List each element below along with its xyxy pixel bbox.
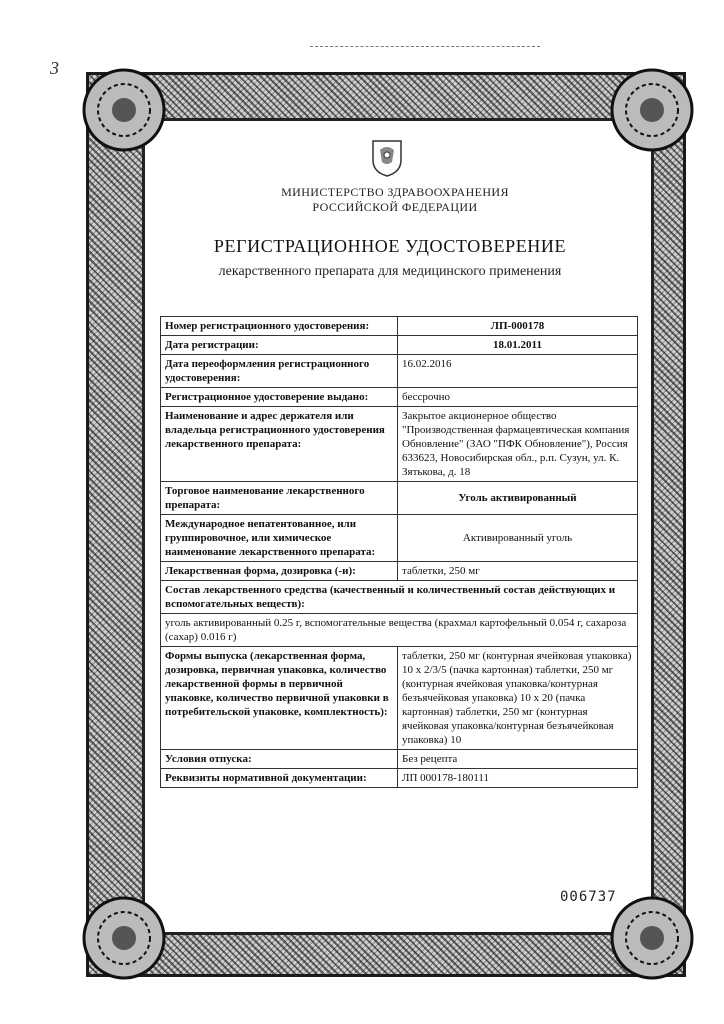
holder-label: Наименование и адрес держателя или владельца регистрационного удостоверения лекарственного препарата: bbox=[161, 407, 398, 482]
table-row bbox=[161, 482, 638, 515]
reissue-date-value: 16.02.2016 bbox=[398, 355, 638, 388]
table-row bbox=[161, 317, 638, 336]
document-title: РЕГИСТРАЦИОННОЕ УДОСТОВЕРЕНИЕ bbox=[213, 236, 567, 256]
document-subtitle: лекарственного препарата для медицинского применения bbox=[218, 264, 562, 279]
holder-value: Закрытое акционерное общество "Производственная фармацевтическая компания Обновление" (ЗАО "ПФК Обновление"), Россия 633623, Новосибирская обл., р.п. Сузун, ул. К. Зятькова, д. 18 bbox=[398, 407, 638, 482]
release-forms-value: таблетки, 250 мг (контурная ячейковая упаковка) 10 х 2/3/5 (пачка картонная) таблетки, 250 мг (контурная ячейковая упаковка/контурная безъячейковая упаковка) 10 х 20 (пачка картонная) таблетки, 250 мг (контурная ячейковая упаковка/контурная безъячейковая упаковка) 10 bbox=[398, 647, 638, 750]
table-row bbox=[161, 515, 638, 562]
ministry-name-line1: МИНИСТЕРСТВО ЗДРАВООХРАНЕНИЯ bbox=[281, 185, 509, 199]
table-row bbox=[161, 647, 638, 750]
dosage-form-label: Лекарственная форма, дозировка (-и): bbox=[161, 562, 398, 581]
dosage-form-value: таблетки, 250 мг bbox=[398, 562, 638, 581]
composition-value: уголь активированный 0.25 г, вспомогательные вещества (крахмал картофельный 0.054 г, сахароза (сахар) 0.016 г) bbox=[161, 614, 638, 647]
table-row bbox=[161, 581, 638, 614]
issued-for-label: Регистрационное удостоверение выдано: bbox=[161, 388, 398, 407]
page-number-mark: 3 bbox=[50, 58, 59, 78]
release-forms-label: Формы выпуска (лекарственная форма, дозировка, первичная упаковка, количество лекарственной формы в первичной упаковке, количество первичной упаковки в потребительской упаковке, комплектность): bbox=[161, 647, 398, 750]
serial-number: 006737 bbox=[560, 889, 617, 905]
top-dashed-line bbox=[310, 46, 540, 48]
issued-for-value: бессрочно bbox=[398, 388, 638, 407]
registration-table bbox=[160, 316, 638, 788]
trade-name-value: Уголь активированный bbox=[398, 482, 638, 515]
table-row bbox=[161, 336, 638, 355]
coat-of-arms-icon bbox=[370, 138, 404, 178]
table-row bbox=[161, 769, 638, 788]
dispensing-label: Условия отпуска: bbox=[161, 750, 398, 769]
corner-ornament-icon bbox=[606, 64, 698, 156]
table-row bbox=[161, 750, 638, 769]
corner-ornament-icon bbox=[78, 64, 170, 156]
reg-number-label: Номер регистрационного удостоверения: bbox=[161, 317, 398, 336]
composition-label: Состав лекарственного средства (качественный и количественный состав действующих и вспомогательных веществ): bbox=[161, 581, 638, 614]
dispensing-value: Без рецепта bbox=[398, 750, 638, 769]
reg-date-label: Дата регистрации: bbox=[161, 336, 398, 355]
inn-label: Международное непатентованное, или группировочное, или химическое наименование лекарственного препарата: bbox=[161, 515, 398, 562]
table-row bbox=[161, 562, 638, 581]
ministry-name-line2: РОССИЙСКОЙ ФЕДЕРАЦИИ bbox=[312, 200, 478, 214]
normative-doc-label: Реквизиты нормативной документации: bbox=[161, 769, 398, 788]
corner-ornament-icon bbox=[78, 892, 170, 984]
normative-doc-value: ЛП 000178-180111 bbox=[398, 769, 638, 788]
reg-number-value: ЛП-000178 bbox=[398, 317, 638, 336]
corner-ornament-icon bbox=[606, 892, 698, 984]
table-row bbox=[161, 407, 638, 482]
table-row bbox=[161, 388, 638, 407]
reg-date-value: 18.01.2011 bbox=[398, 336, 638, 355]
table-row bbox=[161, 355, 638, 388]
table-row bbox=[161, 614, 638, 647]
reissue-date-label: Дата переоформления регистрационного удостоверения: bbox=[161, 355, 398, 388]
trade-name-label: Торговое наименование лекарственного препарата: bbox=[161, 482, 398, 515]
inn-value: Активированный уголь bbox=[398, 515, 638, 562]
